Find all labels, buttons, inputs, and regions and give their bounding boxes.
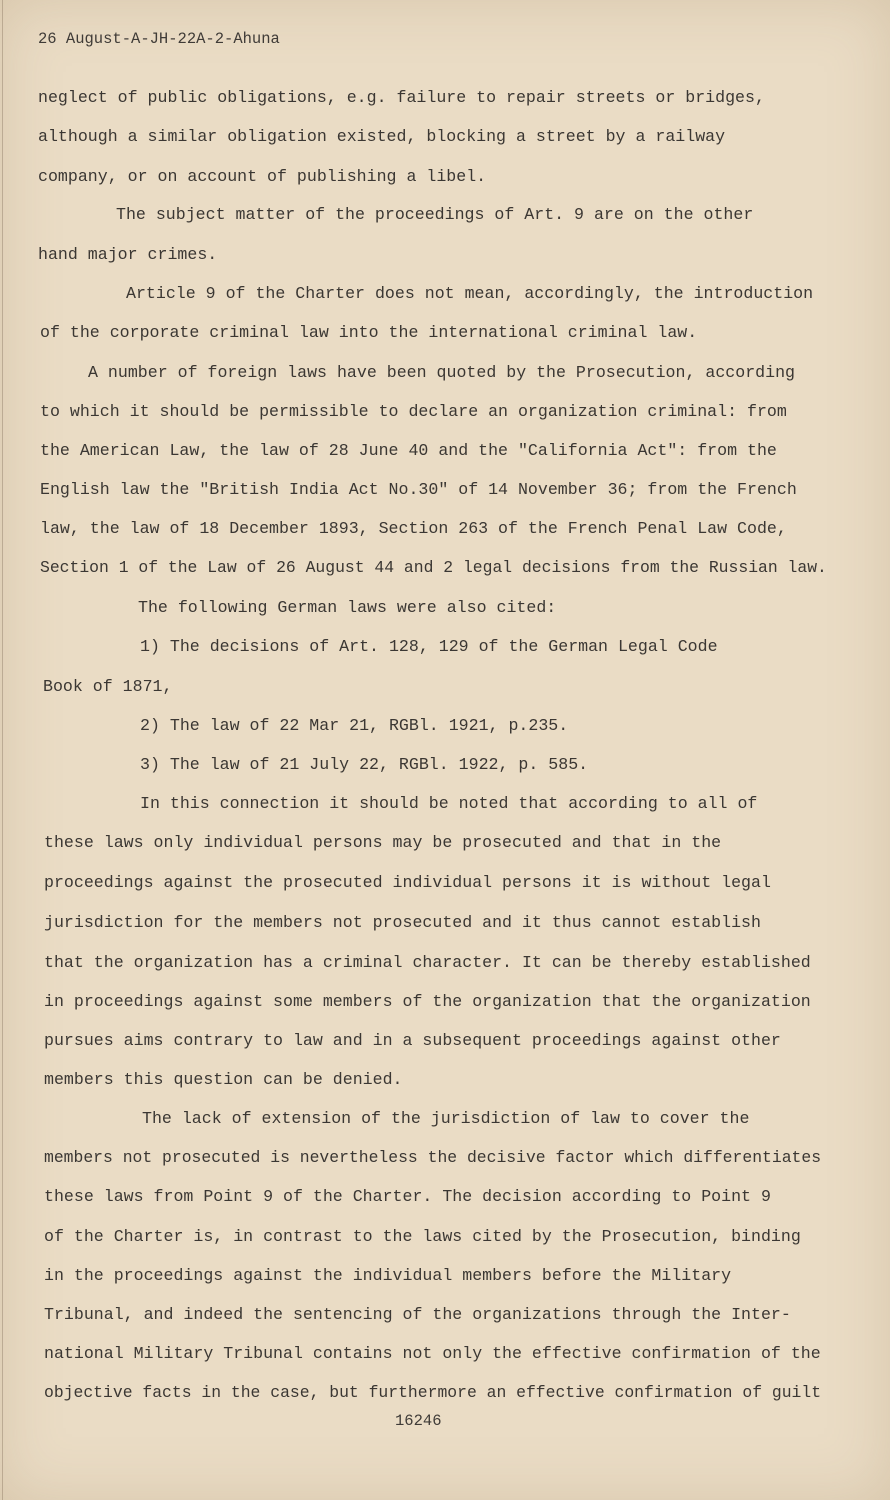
text-line: The following German laws were also cited:: [138, 598, 557, 617]
text-line: members this question can be denied.: [44, 1070, 403, 1089]
text-line: pursues aims contrary to law and in a subsequent proceedings against other: [44, 1031, 781, 1050]
text-line: members not prosecuted is nevertheless the decisive factor which differentiates: [44, 1148, 822, 1167]
text-line: neglect of public obligations, e.g. failure to repair streets or bridges,: [38, 88, 765, 107]
page-number: 16246: [395, 1412, 442, 1430]
text-line: proceedings against the prosecuted individual persons it is without legal: [44, 873, 771, 892]
text-line: Book of 1871,: [43, 677, 173, 696]
text-line: A number of foreign laws have been quoted by the Prosecution, according: [88, 363, 796, 382]
text-line: these laws only individual persons may be prosecuted and that in the: [44, 833, 722, 852]
text-line: hand major crimes.: [38, 245, 218, 264]
text-line: Tribunal, and indeed the sentencing of the organizations through the Inter-: [44, 1305, 791, 1324]
text-line: The lack of extension of the jurisdiction of law to cover the: [142, 1109, 750, 1128]
text-line: jurisdiction for the members not prosecuted and it thus cannot establish: [44, 913, 761, 932]
text-line: of the Charter is, in contrast to the laws cited by the Prosecution, binding: [44, 1227, 801, 1246]
text-line: English law the "British India Act No.30" of 14 November 36; from the French: [40, 480, 797, 499]
text-line: Section 1 of the Law of 26 August 44 and 2 legal decisions from the Russian law.: [40, 558, 827, 577]
text-line: 2) The law of 22 Mar 21, RGBl. 1921, p.235.: [140, 716, 569, 735]
text-line: these laws from Point 9 of the Charter. The decision according to Point 9: [44, 1187, 771, 1206]
text-line: the American Law, the law of 28 June 40 and the "California Act": from the: [40, 441, 777, 460]
document-header: 26 August-A-JH-22A-2-Ahuna: [38, 30, 280, 48]
text-line: law, the law of 18 December 1893, Section 263 of the French Penal Law Code,: [40, 519, 787, 538]
text-line: Article 9 of the Charter does not mean, accordingly, the introduction: [126, 284, 814, 303]
text-line: 3) The law of 21 July 22, RGBl. 1922, p. 585.: [140, 755, 589, 774]
text-line: in proceedings against some members of the organization that the organization: [44, 992, 811, 1011]
text-line: of the corporate criminal law into the international criminal law.: [40, 323, 698, 342]
text-line: objective facts in the case, but furthermore an effective confirmation of guilt: [44, 1383, 822, 1402]
text-line: The subject matter of the proceedings of Art. 9 are on the other: [116, 205, 754, 224]
page-edge-line: [2, 0, 3, 1500]
text-line: company, or on account of publishing a libel.: [38, 167, 487, 186]
text-line: although a similar obligation existed, blocking a street by a railway: [38, 127, 726, 146]
text-line: national Military Tribunal contains not only the effective confirmation of the: [44, 1344, 821, 1363]
text-line: 1) The decisions of Art. 128, 129 of the German Legal Code: [140, 637, 718, 656]
text-line: In this connection it should be noted that according to all of: [140, 794, 758, 813]
text-line: in the proceedings against the individual members before the Military: [44, 1266, 732, 1285]
text-line: that the organization has a criminal character. It can be thereby established: [44, 953, 811, 972]
text-line: to which it should be permissible to declare an organization criminal: from: [40, 402, 787, 421]
